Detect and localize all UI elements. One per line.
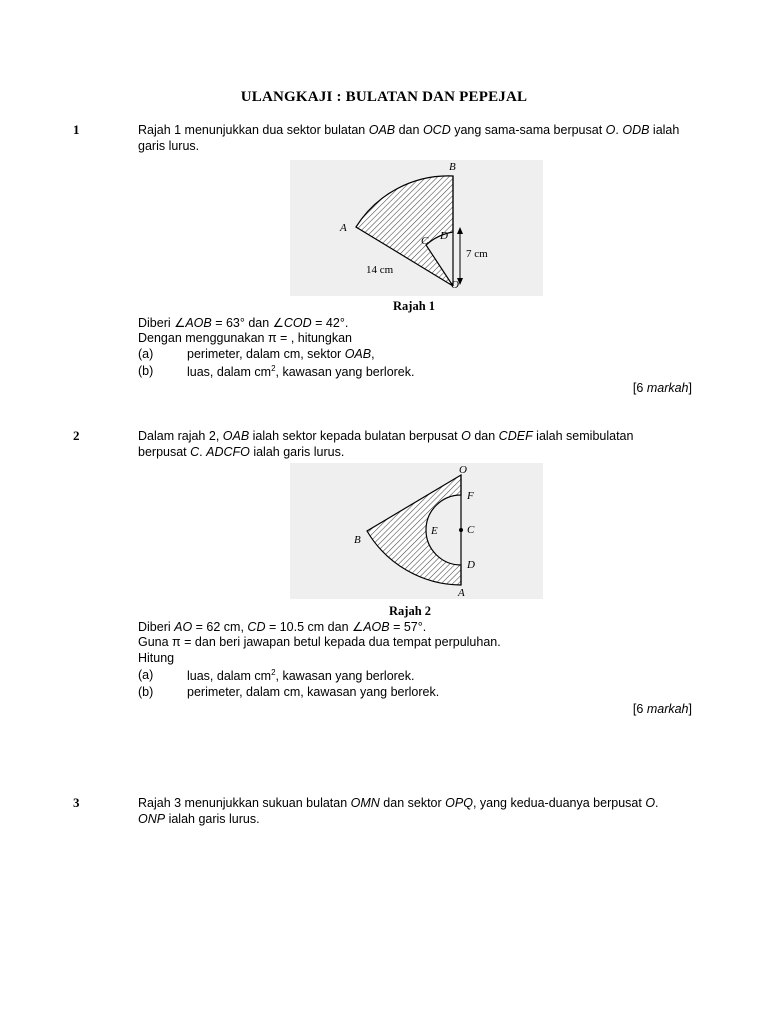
label-o: O	[451, 279, 459, 291]
label-14cm: 14 cm	[366, 264, 394, 276]
label-b: B	[354, 534, 361, 546]
question-3-intro: Rajah 3 menunjukkan sukuan bulatan OMN dan sektor OPQ, yang kedua-duanya berpusat O. ONP ialah garis lurus.	[138, 796, 659, 826]
label-d: D	[440, 230, 448, 242]
question-1-number: 1	[73, 122, 80, 137]
label-d: D	[467, 559, 475, 571]
label-b: B	[449, 161, 456, 173]
question-1-part-a-label: (a)	[138, 347, 154, 361]
rajah-2-diagram	[290, 463, 543, 599]
question-2-number: 2	[73, 428, 80, 443]
question-2-part-a-label: (a)	[138, 668, 154, 682]
question-1-use-pi: Dengan menggunakan π = , hitungkan	[138, 331, 352, 345]
label-a: A	[340, 222, 347, 234]
label-f: F	[467, 490, 474, 502]
question-3-number: 3	[73, 795, 80, 810]
center-c	[459, 528, 463, 532]
label-a: A	[458, 587, 465, 599]
figure-rajah-1	[290, 160, 543, 296]
question-2-part-b-label: (b)	[138, 685, 154, 699]
question-2-hitung: Hitung	[138, 651, 175, 665]
label-c: C	[467, 524, 475, 536]
question-2-part-b-text: perimeter, dalam cm, kawasan yang berlorek.	[187, 685, 440, 699]
question-1-part-b-text: luas, dalam $cm^2$, kawasan yang berlorek.	[187, 364, 415, 380]
question-2-use-pi: Guna π = dan beri jawapan betul kepada dua tempat perpuluhan.	[138, 635, 501, 649]
question-1-intro: Rajah 1 menunjukkan dua sektor bulatan OAB dan OCD yang sama-sama berpusat O. ODB ialah garis lurus.	[138, 123, 680, 153]
rajah-1-diagram	[290, 160, 543, 296]
question-2-given: Diberi AO = 62 cm, CD = 10.5 cm dan ∠AOB = 57°.	[138, 620, 427, 634]
question-1-marks: [6 markah]	[632, 381, 692, 395]
question-1-given: Diberi ∠AOB = 63° dan ∠COD = 42°.	[138, 316, 349, 330]
label-e: E	[431, 525, 438, 537]
label-o: O	[459, 464, 467, 476]
shaded-region-2	[367, 475, 461, 585]
question-1-part-b-label: (b)	[138, 364, 154, 378]
question-2-part-a-text: luas, dalam $cm^2$, kawasan yang berlorek.	[187, 668, 415, 684]
question-2-intro: Dalam rajah 2, OAB ialah sektor kepada bulatan berpusat O dan CDEF ialah semibulatan berpusat C. ADCFO ialah garis lurus.	[138, 429, 634, 459]
page-title: ULANGKAJI : BULATAN DAN PEPEJAL	[240, 89, 528, 105]
caption-rajah-2: Rajah 2	[389, 604, 432, 618]
caption-rajah-1: Rajah 1	[393, 299, 436, 313]
question-1-part-a-text: perimeter, dalam cm, sektor OAB,	[187, 347, 375, 361]
figure-rajah-2	[290, 463, 543, 599]
label-c: C	[421, 235, 429, 247]
label-7cm: 7 cm	[466, 248, 488, 260]
question-2-marks: [6 markah]	[632, 702, 692, 716]
